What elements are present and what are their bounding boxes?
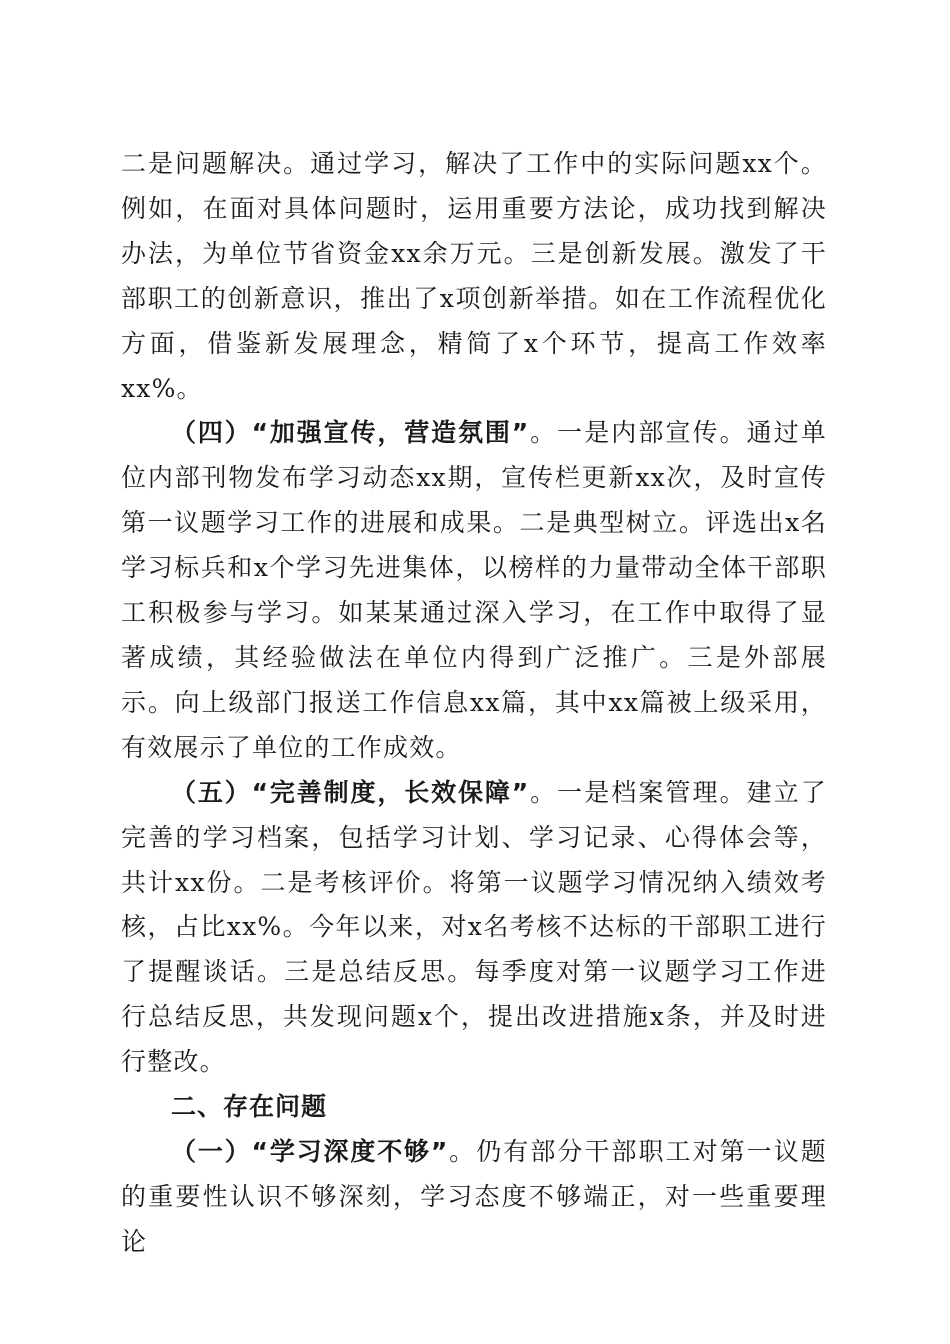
paragraph-text: 二是问题解决。通过学习，解决了工作中的实际问题xx个。例如，在面对具体问题时，运用重要方法论，成功找到解决办法，为单位节省资金xx余万元。三是创新发展。激发了干部职工的创新意识，推出了x项创新举措。如在工作流程优化方面，借鉴新发展理念，精简了x个环节，提高工作效率xx%。 <box>121 149 827 403</box>
paragraph-lead: （一）“学习深度不够” <box>171 1136 449 1166</box>
paragraph-lead: （四）“加强宣传，营造氛围” <box>171 418 530 448</box>
paragraph-study-depth <box>121 1130 827 1265</box>
paragraph-problem-solving <box>121 142 827 411</box>
section-heading: 二、存在问题 <box>171 1092 328 1122</box>
paragraph-text: 。一是内部宣传。通过单位内部刊物发布学习动态xx期，宣传栏更新xx次，及时宣传第一议题学习工作的进展和成果。二是典型树立。评选出x名学习标兵和x个学习先进集体，以榜样的力量带动全体干部职工积极参与学习。如某某通过深入学习，在工作中取得了显著成绩，其经验做法在单位内得到广泛推广。三是外部展示。向上级部门报送工作信息xx篇，其中xx篇被上级采用，有效展示了单位的工作成效。 <box>121 418 827 762</box>
paragraph-text: 。仍有部分干部职工对第一议题的重要性认识不够深刻，学习态度不够端正，对一些重要理论 <box>121 1136 827 1256</box>
paragraph-text: 。一是档案管理。建立了完善的学习档案，包括学习计划、学习记录、心得体会等，共计xx份。二是考核评价。将第一议题学习情况纳入绩效考核，占比xx%。今年以来，对x名考核不达标的干部职工进行了提醒谈话。三是总结反思。每季度对第一议题学习工作进行总结反思，共发现问题x个，提出改进措施x条，并及时进行整改。 <box>121 777 827 1077</box>
paragraph-system <box>121 771 827 1085</box>
document-body <box>121 142 827 1265</box>
paragraph-publicity <box>121 411 827 770</box>
paragraph-lead: （五）“完善制度，长效保障” <box>171 777 530 807</box>
